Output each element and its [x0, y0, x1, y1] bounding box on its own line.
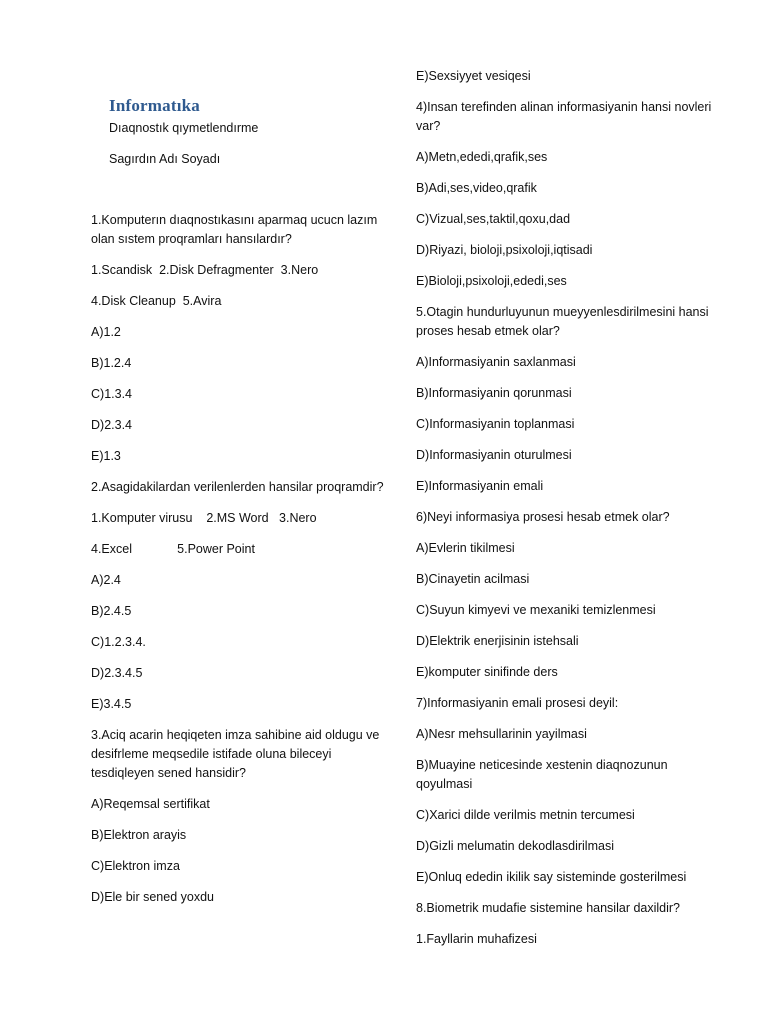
question-1-items-a: 1.Scandisk 2.Disk Defragmenter 3.Nero — [91, 263, 319, 277]
question-7: 7)Informasiyanin emali prosesi deyil: — [416, 696, 619, 710]
answer-option: E)Bioloji,psixoloji,ededi,ses — [416, 274, 567, 288]
answer-option: A)Informasiyanin saxlanmasi — [416, 355, 576, 369]
answer-option: B)1.2.4 — [91, 356, 132, 370]
question-8-item: 1.Fayllarin muhafizesi — [416, 932, 537, 946]
question-1: 1.Komputerın dıaqnostıkasını aparmaq ucucn lazım olan sıstem proqramları hansılardır? — [91, 213, 378, 246]
page-title: Informatıka — [109, 96, 200, 115]
answer-option: B)Informasiyanin qorunmasi — [416, 386, 572, 400]
answer-option: A)Metn,ededi,qrafik,ses — [416, 150, 548, 164]
answer-option: A)1.2 — [91, 325, 121, 339]
answer-option: D)Ele bir sened yoxdu — [91, 890, 214, 904]
answer-option: E)1.3 — [91, 449, 121, 463]
question-2-items-a: 1.Komputer virusu 2.MS Word 3.Nero — [91, 511, 317, 525]
page-subtitle: Dıaqnostık qıymetlendırme — [109, 121, 259, 135]
student-name-label: Sagırdın Adı Soyadı — [109, 152, 221, 166]
answer-option: E)Onluq ededin ikilik say sisteminde gosterilmesi — [416, 870, 687, 884]
answer-option: C)Elektron imza — [91, 859, 180, 873]
question-4: 4)Insan terefinden alinan informasiyanin hansi novleri var? — [416, 100, 712, 133]
question-8: 8.Biometrik mudafie sistemine hansilar daxildir? — [416, 901, 681, 915]
answer-option: A)Reqemsal sertifikat — [91, 797, 210, 811]
answer-option: B)Adi,ses,video,qrafik — [416, 181, 537, 195]
answer-option: A)2.4 — [91, 573, 121, 587]
question-2: 2.Asagidakilardan verilenlerden hansilar proqramdir? — [91, 480, 384, 494]
answer-option: B)2.4.5 — [91, 604, 132, 618]
question-6: 6)Neyi informasiya prosesi hesab etmek olar? — [416, 510, 670, 524]
answer-option: C)Vizual,ses,taktil,qoxu,dad — [416, 212, 571, 226]
answer-option: B)Elektron arayis — [91, 828, 187, 842]
answer-option: C)Informasiyanin toplanmasi — [416, 417, 575, 431]
answer-option: A)Evlerin tikilmesi — [416, 541, 515, 555]
question-5: 5.Otagin hundurluyunun mueyyenlesdirilmesini hansi proses hesab etmek olar? — [416, 305, 709, 338]
answer-option: E)komputer sinifinde ders — [416, 665, 558, 679]
answer-option: D)2.3.4 — [91, 418, 132, 432]
answer-option: A)Nesr mehsullarinin yayilmasi — [416, 727, 587, 741]
answer-option: D)Gizli melumatin dekodlasdirilmasi — [416, 839, 614, 853]
question-2-items-b: 4.Excel 5.Power Point — [91, 542, 255, 556]
answer-option: D)Elektrik enerjisinin istehsali — [416, 634, 579, 648]
answer-option: D)Riyazi, bioloji,psixoloji,iqtisadi — [416, 243, 593, 257]
question-3: 3.Aciq acarin heqiqeten imza sahibine aid oldugu ve desifrleme meqsedile istifade oluna bileceyi tesdiqleyen sened hansidir? — [91, 728, 380, 780]
answer-option: D)Informasiyanin oturulmesi — [416, 448, 572, 462]
right-column — [416, 67, 716, 961]
answer-option: E)Sexsiyyet vesiqesi — [416, 69, 531, 83]
answer-option: C)1.2.3.4. — [91, 635, 146, 649]
answer-option: D)2.3.4.5 — [91, 666, 143, 680]
answer-option: E)3.4.5 — [91, 697, 132, 711]
left-column — [91, 211, 391, 919]
answer-option: E)Informasiyanin emali — [416, 479, 544, 493]
answer-option: B)Muayine neticesinde xestenin diaqnozunun qoyulmasi — [416, 758, 668, 791]
question-1-items-b: 4.Disk Cleanup 5.Avira — [91, 294, 222, 308]
answer-option: C)1.3.4 — [91, 387, 132, 401]
answer-option: C)Suyun kimyevi ve mexaniki temizlenmesi — [416, 603, 656, 617]
answer-option: C)Xarici dilde verilmis metnin tercumesi — [416, 808, 635, 822]
answer-option: B)Cinayetin acilmasi — [416, 572, 530, 586]
